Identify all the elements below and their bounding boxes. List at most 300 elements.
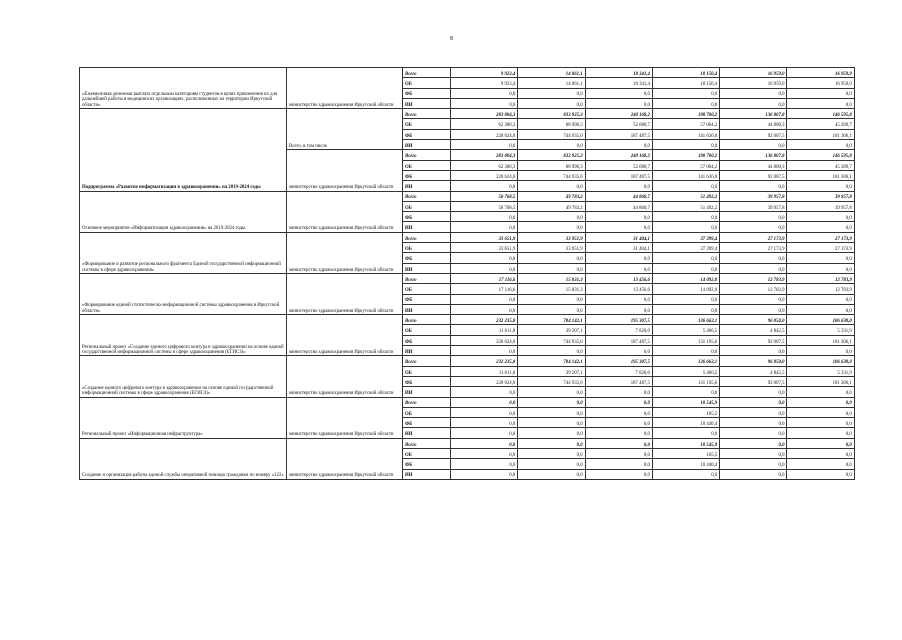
amount-cell: 0,0 [518, 438, 585, 448]
amount-cell: 220 624,0 [451, 129, 518, 139]
amount-cell: 220 624,0 [451, 335, 518, 345]
amount-cell: 11 611,8 [451, 366, 518, 376]
amount-cell: 12 783,9 [787, 273, 854, 283]
funding-source-cell: Всего [403, 397, 451, 407]
program-name-cell: «Ежемесячная денежная выплата отдельным категориям студентов в целях привлечения их для дальнейшей работы в медицинских организациях, расположенных на территории Иркутской области» [80, 68, 287, 109]
funding-source-cell: Всего [403, 232, 451, 242]
amount-cell: 5 466,5 [652, 325, 719, 335]
amount-cell: 39 207,1 [518, 366, 585, 376]
amount-cell: 0,0 [518, 98, 585, 108]
amount-cell: 18 150,4 [652, 78, 719, 88]
funding-source-cell: ФБ [403, 212, 451, 222]
amount-cell: 14 061,1 [518, 78, 585, 88]
amount-cell: 146 595,8 [787, 150, 854, 160]
amount-cell: 744 935,0 [518, 170, 585, 180]
amount-cell: 39 957,8 [720, 191, 787, 201]
amount-cell: 18 341,4 [585, 78, 652, 88]
amount-cell: 0,0 [720, 263, 787, 273]
amount-cell: 0,0 [787, 448, 854, 458]
amount-cell: 31 404,1 [585, 232, 652, 242]
amount-cell: 50 768,5 [451, 191, 518, 201]
amount-cell: 0,0 [451, 346, 518, 356]
amount-cell: 0,0 [787, 428, 854, 438]
funding-source-cell: ИИ [403, 222, 451, 232]
funding-source-cell: ФБ [403, 459, 451, 469]
amount-cell: 88 990,3 [518, 160, 585, 170]
amount-cell: 0,0 [652, 263, 719, 273]
amount-cell: 51 492,2 [652, 191, 719, 201]
amount-cell: 44 860,7 [585, 191, 652, 201]
amount-cell: 0,0 [451, 212, 518, 222]
amount-cell: 0,0 [652, 88, 719, 98]
executor-cell: министерство здравоохранения Иркутской области [287, 356, 403, 397]
amount-cell: 0,0 [720, 469, 787, 479]
amount-cell: 0,0 [652, 428, 719, 438]
amount-cell: 0,0 [720, 98, 787, 108]
amount-cell: 0,0 [451, 469, 518, 479]
amount-cell: 44 860,7 [585, 201, 652, 211]
amount-cell: 0,0 [451, 253, 518, 263]
amount-cell: 0,0 [518, 253, 585, 263]
amount-cell: 0,0 [451, 459, 518, 469]
amount-cell: 0,0 [720, 397, 787, 407]
amount-cell: 0,0 [585, 253, 652, 263]
amount-cell: 0,0 [585, 263, 652, 273]
amount-cell: 88 990,3 [518, 119, 585, 129]
amount-cell: 0,0 [787, 346, 854, 356]
amount-cell: 33 651,9 [451, 243, 518, 253]
funding-source-cell: Всего [403, 191, 451, 201]
executor-cell: министерство здравоохранения Иркутской области [287, 438, 403, 479]
funding-source-cell: Всего [403, 68, 451, 78]
amount-cell: 10 440,4 [652, 459, 719, 469]
amount-cell: 0,0 [585, 438, 652, 448]
funding-source-cell: Всего [403, 150, 451, 160]
amount-cell: 0,0 [787, 181, 854, 191]
amount-cell: 13 456,6 [585, 273, 652, 283]
amount-cell: 62 380,3 [451, 160, 518, 170]
amount-cell: 0,0 [451, 181, 518, 191]
amount-cell: 0,0 [720, 438, 787, 448]
amount-cell: 0,0 [451, 222, 518, 232]
program-name-cell: Основное мероприятие «Информатизация здравоохранения» на 2019-2024 годы [80, 191, 287, 232]
amount-cell: 0,0 [518, 294, 585, 304]
amount-cell: 10 545,9 [652, 438, 719, 448]
amount-cell: 101 306,1 [787, 376, 854, 386]
amount-cell: 37 399,4 [652, 232, 719, 242]
funding-source-cell: ИИ [403, 263, 451, 273]
funding-source-cell: Всего [403, 315, 451, 325]
amount-cell: 15 831,3 [518, 273, 585, 283]
amount-cell: 16 959,0 [720, 78, 787, 88]
amount-cell: 220 624,0 [451, 170, 518, 180]
amount-cell: 105,5 [652, 448, 719, 458]
amount-cell: 0,0 [720, 304, 787, 314]
amount-cell: 4 842,5 [720, 366, 787, 376]
funding-source-cell: ОБ [403, 201, 451, 211]
amount-cell: 0,0 [518, 346, 585, 356]
funding-source-cell: ФБ [403, 335, 451, 345]
amount-cell: 0,0 [720, 222, 787, 232]
amount-cell: 0,0 [451, 294, 518, 304]
funding-source-cell: ФБ [403, 170, 451, 180]
amount-cell: 0,0 [585, 181, 652, 191]
amount-cell: 45 289,7 [787, 119, 854, 129]
executor-cell: министерство здравоохранения Иркутской области [287, 191, 403, 232]
amount-cell: 131 195,6 [652, 376, 719, 386]
amount-cell: 92 007,5 [720, 170, 787, 180]
funding-source-cell: ИИ [403, 428, 451, 438]
amount-cell: 220 624,0 [451, 376, 518, 386]
amount-cell: 9 923,4 [451, 68, 518, 78]
amount-cell: 0,0 [585, 98, 652, 108]
amount-cell: 0,0 [720, 418, 787, 428]
amount-cell: 187 487,5 [585, 170, 652, 180]
amount-cell: 39 957,8 [787, 201, 854, 211]
amount-cell: 0,0 [585, 428, 652, 438]
amount-cell: 744 935,0 [518, 376, 585, 386]
amount-cell: 44 800,3 [720, 119, 787, 129]
amount-cell: 49 783,2 [518, 191, 585, 201]
funding-source-cell: ФБ [403, 253, 451, 263]
amount-cell: 33 651,9 [451, 232, 518, 242]
executor-cell: министерство здравоохранения Иркутской области [287, 273, 403, 314]
amount-cell: 101 306,1 [787, 335, 854, 345]
amount-cell: 0,0 [585, 88, 652, 98]
amount-cell: 187 487,5 [585, 129, 652, 139]
amount-cell: 18 150,4 [652, 68, 719, 78]
amount-cell: 141 636,0 [652, 129, 719, 139]
amount-cell: 131 195,6 [652, 335, 719, 345]
amount-cell: 52 680,7 [585, 160, 652, 170]
amount-cell: 0,0 [787, 469, 854, 479]
funding-source-cell: ОБ [403, 448, 451, 458]
funding-source-cell: ОБ [403, 78, 451, 88]
amount-cell: 0,0 [787, 387, 854, 397]
amount-cell: 232 235,8 [451, 315, 518, 325]
amount-cell: 12 783,9 [720, 273, 787, 283]
amount-cell: 0,0 [720, 294, 787, 304]
funding-source-cell: ИИ [403, 346, 451, 356]
amount-cell: 0,0 [518, 222, 585, 232]
funding-source-cell: ИИ [403, 469, 451, 479]
funding-source-cell: ФБ [403, 129, 451, 139]
amount-cell: 198 700,2 [652, 109, 719, 119]
amount-cell: 39 957,8 [787, 191, 854, 201]
total-row [80, 438, 855, 448]
amount-cell: 14 061,1 [518, 68, 585, 78]
funding-source-cell: Всего [403, 356, 451, 366]
program-name-cell: «Формирование единой статистическо-информационной системы здравоохранения в Иркутской области» [80, 273, 287, 314]
amount-cell: 0,0 [787, 222, 854, 232]
amount-cell: 0,0 [652, 98, 719, 108]
amount-cell: 0,0 [451, 88, 518, 98]
amount-cell: 0,0 [720, 212, 787, 222]
funding-source-cell: ОБ [403, 160, 451, 170]
funding-source-cell: ИИ [403, 140, 451, 150]
funding-source-cell: ИИ [403, 98, 451, 108]
amount-cell: 0,0 [585, 397, 652, 407]
amount-cell: 0,0 [451, 263, 518, 273]
amount-cell: 5 331,9 [787, 366, 854, 376]
amount-cell: 4 842,5 [720, 325, 787, 335]
program-name-cell: «Формирование и развитие регионального фрагмента Единой государственной информационной системы в сфере здравоохранения» [80, 232, 287, 273]
amount-cell: 141 636,0 [652, 170, 719, 180]
executor-cell: Всего, в том числе [287, 109, 403, 150]
amount-cell: 0,0 [451, 397, 518, 407]
amount-cell: 45 289,7 [787, 160, 854, 170]
funding-source-cell: Всего [403, 438, 451, 448]
amount-cell: 96 850,0 [720, 315, 787, 325]
amount-cell: 14 092,8 [652, 273, 719, 283]
amount-cell: 0,0 [518, 407, 585, 417]
amount-cell: 0,0 [720, 88, 787, 98]
amount-cell: 0,0 [585, 222, 652, 232]
amount-cell: 0,0 [652, 253, 719, 263]
amount-cell: 0,0 [787, 438, 854, 448]
amount-cell: 0,0 [451, 448, 518, 458]
amount-cell: 57 064,2 [652, 160, 719, 170]
amount-cell: 0,0 [787, 263, 854, 273]
amount-cell: 0,0 [787, 294, 854, 304]
funding-source-cell: ОБ [403, 284, 451, 294]
executor-cell: министерство здравоохранения Иркутской области [287, 232, 403, 273]
amount-cell: 744 935,0 [518, 129, 585, 139]
amount-cell: 0,0 [720, 181, 787, 191]
amount-cell: 106 638,0 [787, 315, 854, 325]
amount-cell: 57 064,2 [652, 119, 719, 129]
amount-cell: 0,0 [652, 181, 719, 191]
funding-source-cell: ФБ [403, 418, 451, 428]
amount-cell: 12 783,9 [720, 284, 787, 294]
amount-cell: 31 404,1 [585, 243, 652, 253]
amount-cell: 240 168,2 [585, 150, 652, 160]
amount-cell: 136 662,1 [652, 356, 719, 366]
amount-cell: 240 168,2 [585, 109, 652, 119]
amount-cell: 0,0 [720, 448, 787, 458]
amount-cell: 744 935,0 [518, 335, 585, 345]
total-row [80, 315, 855, 325]
program-name-cell: Региональный проект «Создание единого цифрового контура в здравоохранении на основе единой государственной информационной системы в сфере здравоохранения (ЕГИСЗ)» [80, 315, 287, 356]
amount-cell: 27 173,9 [787, 243, 854, 253]
amount-cell: 7 820,0 [585, 325, 652, 335]
amount-cell: 0,0 [787, 304, 854, 314]
amount-cell: 33 951,9 [518, 232, 585, 242]
amount-cell: 0,0 [652, 387, 719, 397]
program-name-cell: «Создание единого цифрового контура в здравоохранении на основе единой государственной информационной системы в сфере здравоохранения (ЕГИСЗ)» [80, 356, 287, 397]
amount-cell: 0,0 [652, 140, 719, 150]
amount-cell: 146 595,8 [787, 109, 854, 119]
amount-cell: 49 783,2 [518, 201, 585, 211]
total-row [80, 232, 855, 242]
amount-cell: 0,0 [787, 407, 854, 417]
amount-cell: 10 440,4 [652, 418, 719, 428]
amount-cell: 0,0 [652, 212, 719, 222]
amount-cell: 0,0 [720, 428, 787, 438]
amount-cell: 0,0 [518, 397, 585, 407]
amount-cell: 0,0 [451, 428, 518, 438]
amount-cell: 0,0 [451, 98, 518, 108]
amount-cell: 0,0 [585, 140, 652, 150]
amount-cell: 0,0 [787, 397, 854, 407]
funding-source-cell: ОБ [403, 325, 451, 335]
amount-cell: 12 783,9 [787, 284, 854, 294]
amount-cell: 33 951,9 [518, 243, 585, 253]
amount-cell: 0,0 [518, 263, 585, 273]
amount-cell: 101 306,1 [787, 170, 854, 180]
amount-cell: 0,0 [652, 469, 719, 479]
amount-cell: 16 959,0 [787, 78, 854, 88]
amount-cell: 106 638,0 [787, 356, 854, 366]
amount-cell: 833 925,3 [518, 109, 585, 119]
amount-cell: 13 456,6 [585, 284, 652, 294]
amount-cell: 0,0 [787, 140, 854, 150]
program-name-cell: Подпрограмма «Развитие информатизации в здравоохранении» на 2019-2024 годы [80, 109, 287, 191]
amount-cell: 96 850,0 [720, 356, 787, 366]
amount-cell: 10 545,9 [652, 397, 719, 407]
amount-cell: 0,0 [720, 253, 787, 263]
amount-cell: 16 959,0 [787, 68, 854, 78]
funding-source-cell: ИИ [403, 304, 451, 314]
funding-source-cell: ФБ [403, 376, 451, 386]
funding-source-cell: ИИ [403, 181, 451, 191]
budget-table [79, 67, 855, 480]
amount-cell: 5 466,5 [652, 366, 719, 376]
amount-cell: 784 142,1 [518, 356, 585, 366]
amount-cell: 0,0 [652, 222, 719, 232]
program-name-cell: Региональный проект «Информационная инфраструктура» [80, 397, 287, 438]
amount-cell: 0,0 [451, 438, 518, 448]
amount-cell: 0,0 [451, 304, 518, 314]
amount-cell: 0,0 [518, 418, 585, 428]
amount-cell: 5 331,9 [787, 325, 854, 335]
amount-cell: 784 142,1 [518, 315, 585, 325]
amount-cell: 11 611,8 [451, 325, 518, 335]
amount-cell: 39 207,1 [518, 325, 585, 335]
amount-cell: 0,0 [652, 346, 719, 356]
amount-cell: 9 923,4 [451, 78, 518, 88]
funding-source-cell: ОБ [403, 407, 451, 417]
amount-cell: 62 380,3 [451, 119, 518, 129]
amount-cell: 0,0 [652, 294, 719, 304]
funding-source-cell: ОБ [403, 243, 451, 253]
funding-source-cell: ФБ [403, 294, 451, 304]
amount-cell: 44 800,3 [720, 160, 787, 170]
amount-cell: 52 680,7 [585, 119, 652, 129]
amount-cell: 27 173,9 [720, 243, 787, 253]
amount-cell: 0,0 [518, 88, 585, 98]
amount-cell: 0,0 [787, 253, 854, 263]
amount-cell: 0,0 [720, 387, 787, 397]
amount-cell: 0,0 [585, 448, 652, 458]
amount-cell: 0,0 [518, 212, 585, 222]
amount-cell: 105,5 [652, 407, 719, 417]
total-row [80, 356, 855, 366]
budget-table-body [80, 68, 855, 480]
amount-cell: 0,0 [451, 407, 518, 417]
amount-cell: 0,0 [787, 88, 854, 98]
amount-cell: 18 341,4 [585, 68, 652, 78]
total-row [80, 68, 855, 78]
amount-cell: 0,0 [518, 428, 585, 438]
amount-cell: 187 487,5 [585, 376, 652, 386]
total-row [80, 191, 855, 201]
amount-cell: 136 807,8 [720, 150, 787, 160]
amount-cell: 283 004,3 [451, 150, 518, 160]
amount-cell: 0,0 [518, 459, 585, 469]
amount-cell: 0,0 [585, 212, 652, 222]
funding-source-cell: ИИ [403, 387, 451, 397]
amount-cell: 136 662,1 [652, 315, 719, 325]
total-row [80, 273, 855, 283]
amount-cell: 0,0 [720, 407, 787, 417]
total-row [80, 397, 855, 407]
amount-cell: 0,0 [787, 212, 854, 222]
amount-cell: 0,0 [652, 304, 719, 314]
funding-source-cell: Всего [403, 109, 451, 119]
executor-cell: министерство здравоохранения Иркутской области [287, 150, 403, 191]
amount-cell: 0,0 [518, 387, 585, 397]
amount-cell: 195 307,5 [585, 356, 652, 366]
amount-cell: 833 925,3 [518, 150, 585, 160]
page-number: 8 [450, 36, 453, 42]
amount-cell: 17 116,6 [451, 273, 518, 283]
amount-cell: 92 007,5 [720, 129, 787, 139]
funding-source-cell: Всего [403, 273, 451, 283]
amount-cell: 0,0 [518, 448, 585, 458]
amount-cell: 187 487,5 [585, 335, 652, 345]
amount-cell: 198 700,2 [652, 150, 719, 160]
amount-cell: 0,0 [585, 304, 652, 314]
amount-cell: 0,0 [451, 418, 518, 428]
amount-cell: 27 173,9 [720, 232, 787, 242]
amount-cell: 195 307,5 [585, 315, 652, 325]
amount-cell: 39 957,8 [720, 201, 787, 211]
amount-cell: 0,0 [787, 98, 854, 108]
program-name-cell: Создание и организация работы единой службы оперативной помощи гражданам по номеру «122» [80, 438, 287, 479]
funding-source-cell: ФБ [403, 88, 451, 98]
amount-cell: 0,0 [585, 418, 652, 428]
amount-cell: 283 004,3 [451, 109, 518, 119]
amount-cell: 27 173,9 [787, 232, 854, 242]
amount-cell: 7 820,0 [585, 366, 652, 376]
amount-cell: 0,0 [518, 469, 585, 479]
executor-cell: министерство здравоохранения Иркутской области [287, 315, 403, 356]
amount-cell: 0,0 [787, 459, 854, 469]
executor-cell: министерство здравоохранения Иркутской области [287, 68, 403, 109]
amount-cell: 92 007,5 [720, 376, 787, 386]
amount-cell: 0,0 [585, 294, 652, 304]
amount-cell: 17 116,6 [451, 284, 518, 294]
amount-cell: 37 399,4 [652, 243, 719, 253]
amount-cell: 50 768,5 [451, 201, 518, 211]
amount-cell: 15 831,3 [518, 284, 585, 294]
amount-cell: 0,0 [451, 387, 518, 397]
amount-cell: 136 807,8 [720, 109, 787, 119]
amount-cell: 101 306,1 [787, 129, 854, 139]
amount-cell: 0,0 [720, 459, 787, 469]
amount-cell: 0,0 [518, 140, 585, 150]
amount-cell: 14 092,8 [652, 284, 719, 294]
amount-cell: 92 007,5 [720, 335, 787, 345]
amount-cell: 232 235,8 [451, 356, 518, 366]
funding-source-cell: ОБ [403, 366, 451, 376]
amount-cell: 51 492,2 [652, 201, 719, 211]
amount-cell: 0,0 [585, 459, 652, 469]
amount-cell: 0,0 [787, 418, 854, 428]
amount-cell: 0,0 [518, 181, 585, 191]
amount-cell: 16 959,0 [720, 68, 787, 78]
